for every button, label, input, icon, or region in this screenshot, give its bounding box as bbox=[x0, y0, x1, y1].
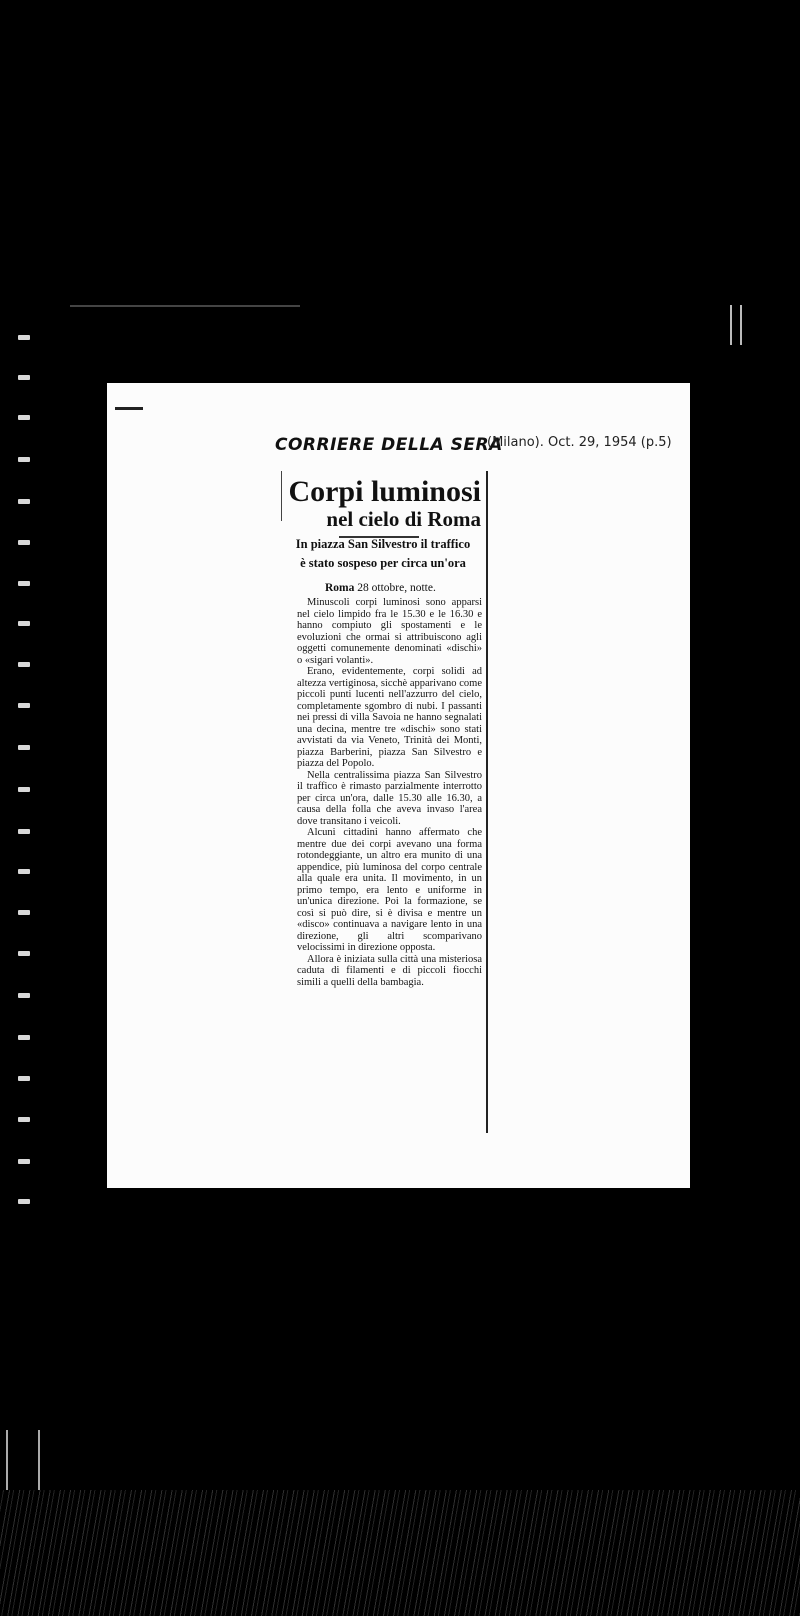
newspaper-clipping bbox=[107, 383, 690, 1188]
perforation-hole bbox=[18, 457, 30, 462]
article-paragraph: Minuscoli corpi luminosi sono apparsi nel cielo limpido fra le 15.30 e le 16.30 e hanno compiuto gli spostamenti e le evoluzioni che ormai si attribuiscono agli oggetti comunemente denominati «dischi» o «sigari volanti». bbox=[297, 597, 482, 666]
perforation-hole bbox=[18, 540, 30, 545]
perforation-hole bbox=[18, 1159, 30, 1164]
perforation-hole bbox=[18, 335, 30, 340]
article-paragraph: Alcuni cittadini hanno affermato che mentre due dei corpi avevano una forma rotondeggiante, un altro era munito di una appendice, più luminosa del corpo centrale alla quale era unita. Il movimento, in un primo tempo, era lento e uniforme in un'unica direzione. Poi la formazione, se così si può dire, si è divisa e mentre un «disco» continuava a navigare lento in una direzione, gli altri scomparivano velocissimi in direzione opposta. bbox=[297, 827, 482, 953]
article-body bbox=[297, 597, 482, 988]
perforation-hole bbox=[18, 787, 30, 792]
masthead: CORRIERE DELLA SERA bbox=[275, 435, 503, 455]
headline-second-line: nel cielo di Roma bbox=[326, 507, 481, 531]
perforation-hole bbox=[18, 703, 30, 708]
perforation-hole bbox=[18, 1199, 30, 1204]
film-perforation-strip bbox=[10, 335, 50, 1235]
dateline-place: Roma bbox=[325, 582, 355, 594]
article-paragraph: Erano, evidentemente, corpi solidi ad altezza vertiginosa, sicchè apparivano come piccoli punti lucenti nell'azzurro del cielo, completamente sgombro di nubi. I passanti nei pressi di villa Savoia ne hanno segnalati una decina, mentre tre «dischi» sono stati avvistati da via Veneto, Trinità dei Monti, piazza Barberini, piazza San Silvestro e piazza del Popolo. bbox=[297, 666, 482, 769]
perforation-hole bbox=[18, 499, 30, 504]
perforation-hole bbox=[18, 745, 30, 750]
perforation-hole bbox=[18, 910, 30, 915]
perforation-hole bbox=[18, 1076, 30, 1081]
perforation-hole bbox=[18, 829, 30, 834]
perforation-hole bbox=[18, 415, 30, 420]
article-paragraph: Nella centralissima piazza San Silvestro il traffico è rimasto parzialmente interrotto per circa un'ora, dalle 15.30 alle 16.30, a causa della folla che aveva invaso l'area dove transitano i veicoli. bbox=[297, 769, 482, 827]
perforation-hole bbox=[18, 662, 30, 667]
handwritten-citation: (Milano). Oct. 29, 1954 (p.5) bbox=[487, 435, 672, 450]
dateline-date: 28 ottobre, notte. bbox=[357, 582, 436, 594]
perforation-hole bbox=[18, 951, 30, 956]
dateline bbox=[325, 582, 481, 594]
article-paragraph: Allora è iniziata sulla città una misteriosa caduta di filamenti e di piccoli fiocchi simili a quelli della bambagia. bbox=[297, 953, 482, 988]
perforation-hole bbox=[18, 869, 30, 874]
column-rule bbox=[486, 471, 488, 1133]
perforation-hole bbox=[18, 621, 30, 626]
perforation-hole bbox=[18, 1035, 30, 1040]
perforation-hole bbox=[18, 375, 30, 380]
subheadline: In piazza San Silvestro il traffico è stato sospeso per circa un'ora bbox=[295, 537, 471, 570]
headline: Corpi luminosi bbox=[288, 475, 481, 508]
film-scratch bbox=[70, 305, 300, 307]
film-edge-mark bbox=[730, 305, 742, 345]
perforation-hole bbox=[18, 1117, 30, 1122]
column-rule bbox=[281, 471, 282, 521]
perforation-hole bbox=[18, 581, 30, 586]
film-noise bbox=[0, 1490, 800, 1616]
film-edge-mark bbox=[6, 1430, 40, 1490]
perforation-hole bbox=[18, 993, 30, 998]
corner-mark bbox=[115, 407, 143, 410]
